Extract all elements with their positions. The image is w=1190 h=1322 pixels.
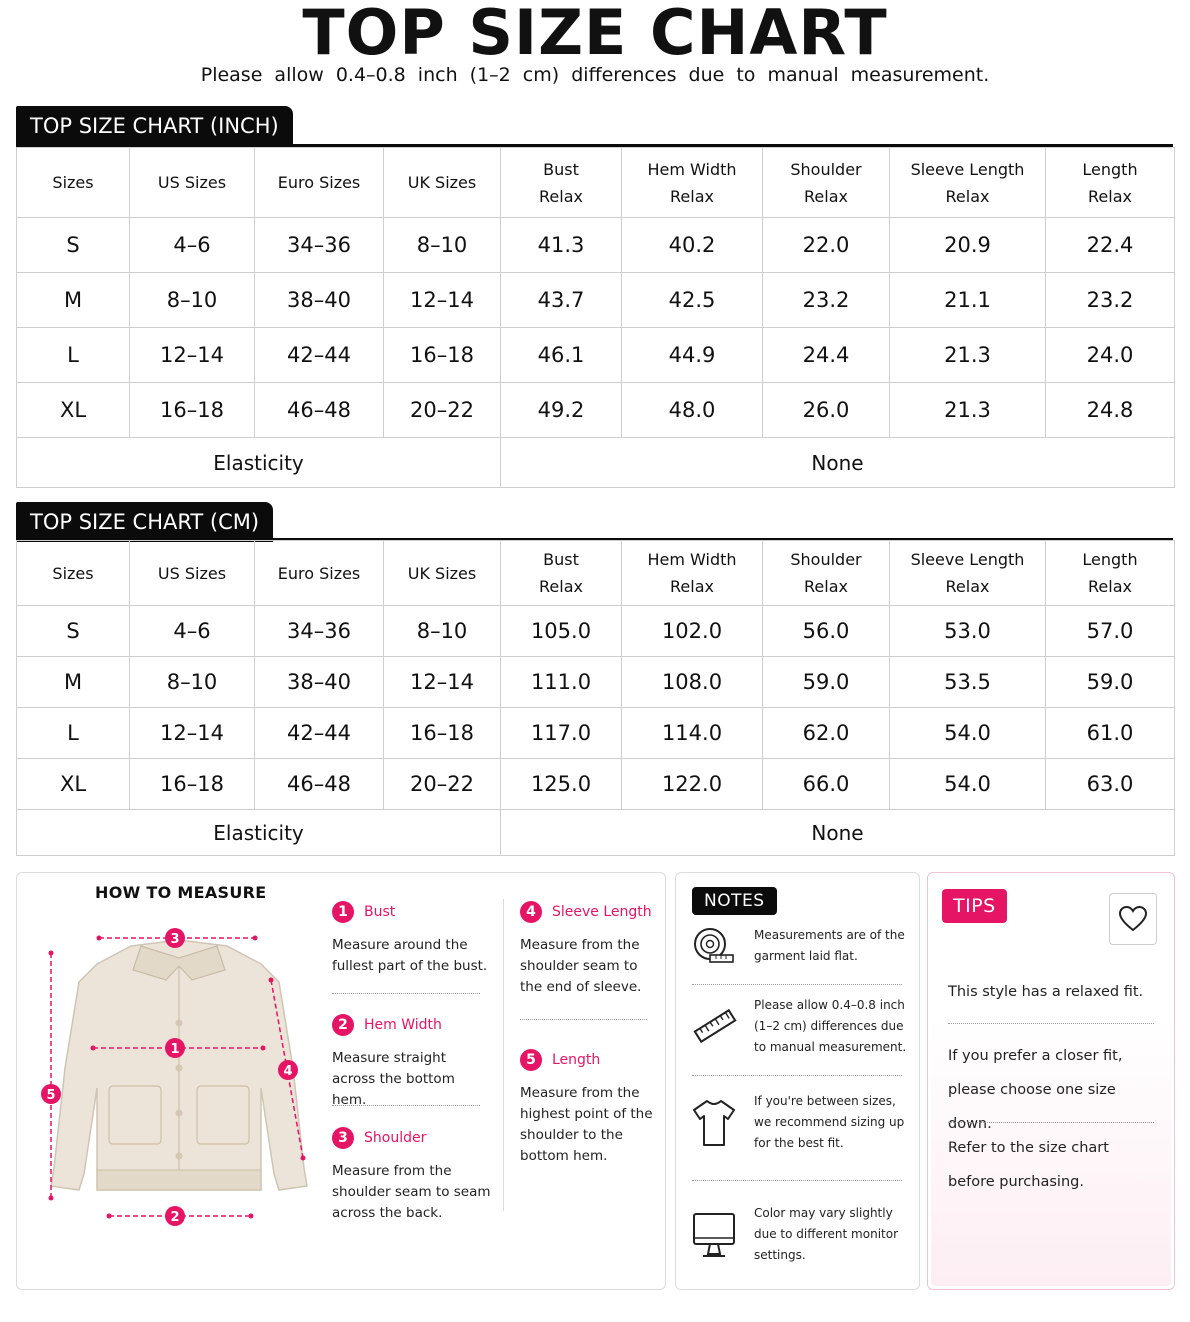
table-cell: M bbox=[17, 657, 130, 708]
svg-text:2: 2 bbox=[170, 1210, 180, 1225]
table-cell: 24.8 bbox=[1046, 383, 1175, 438]
table-cell: 56.0 bbox=[763, 606, 890, 657]
column-header bbox=[1046, 541, 1175, 606]
step-divider bbox=[332, 1105, 480, 1106]
cm-size-table bbox=[16, 540, 1175, 856]
column-header-sublabel: Relax bbox=[539, 186, 583, 206]
step-name: Bust bbox=[364, 904, 396, 920]
heart-icon bbox=[1109, 893, 1157, 945]
svg-text:5: 5 bbox=[46, 1088, 56, 1103]
note-text: Please allow 0.4–0.8 inch (1–2 cm) differences due to manual measurement. bbox=[754, 998, 907, 1054]
column-header-label: US Sizes bbox=[157, 173, 227, 192]
step-length bbox=[520, 1049, 660, 1167]
table-cell: 21.3 bbox=[890, 383, 1046, 438]
tip-relaxed-fit: This style has a relaxed fit. bbox=[948, 984, 1144, 1000]
tip-refer-chart: Refer to the size chart before purchasing. bbox=[948, 1140, 1109, 1190]
table-cell: 12–14 bbox=[384, 657, 501, 708]
table-cell: 34–36 bbox=[255, 218, 384, 273]
column-header bbox=[622, 541, 763, 606]
table-cell: 21.1 bbox=[890, 273, 1046, 328]
table-cell: 38–40 bbox=[255, 657, 384, 708]
table-cell: 4–6 bbox=[130, 606, 255, 657]
table-cell: L bbox=[17, 328, 130, 383]
table-row bbox=[17, 606, 1175, 657]
table-cell: L bbox=[17, 708, 130, 759]
column-header bbox=[763, 148, 890, 218]
cm-header-row bbox=[17, 541, 1175, 606]
note-text: Measurements are of the garment laid flat. bbox=[754, 928, 905, 963]
column-header bbox=[501, 541, 622, 606]
column-header-label: Euro Sizes bbox=[277, 173, 361, 192]
table-cell: 66.0 bbox=[763, 759, 890, 810]
table-cell: 16–18 bbox=[384, 708, 501, 759]
table-cell: 8–10 bbox=[384, 606, 501, 657]
table-cell: 8–10 bbox=[130, 657, 255, 708]
inch-table-tab: TOP SIZE CHART (INCH) bbox=[16, 106, 293, 146]
table-cell: 40.2 bbox=[622, 218, 763, 273]
column-header bbox=[384, 541, 501, 606]
svg-text:4: 4 bbox=[283, 1064, 293, 1079]
table-cell: 38–40 bbox=[255, 273, 384, 328]
table-cell: 21.3 bbox=[890, 328, 1046, 383]
elasticity-value: None bbox=[501, 810, 1175, 856]
step-hem-width bbox=[332, 1014, 492, 1111]
table-cell: 117.0 bbox=[501, 708, 622, 759]
table-cell: 62.0 bbox=[763, 708, 890, 759]
column-header bbox=[763, 541, 890, 606]
column-header-label: Hem Width bbox=[647, 550, 737, 569]
note-divider bbox=[692, 1075, 902, 1076]
elasticity-row bbox=[17, 810, 1175, 856]
column-header-sublabel: Relax bbox=[945, 577, 990, 596]
tip-divider bbox=[948, 1122, 1154, 1123]
table-cell: XL bbox=[17, 759, 130, 810]
step-name: Sleeve Length bbox=[552, 904, 652, 920]
ruler-icon bbox=[690, 1006, 738, 1048]
column-header bbox=[17, 148, 130, 218]
column-header-sublabel: Relax bbox=[1088, 186, 1132, 206]
table-cell: 61.0 bbox=[1046, 708, 1175, 759]
elasticity-value: None bbox=[501, 438, 1175, 488]
step-number: 1 bbox=[332, 901, 354, 923]
step-divider bbox=[520, 1019, 647, 1020]
table-cell: 22.0 bbox=[763, 218, 890, 273]
column-header-label: Hem Width bbox=[647, 159, 737, 179]
table-row bbox=[17, 708, 1175, 759]
step-number: 2 bbox=[332, 1014, 354, 1036]
inch-header-row bbox=[17, 148, 1175, 218]
column-header-label: Sizes bbox=[52, 563, 94, 583]
table-cell: 102.0 bbox=[622, 606, 763, 657]
table-cell: XL bbox=[17, 383, 130, 438]
note-item bbox=[690, 925, 910, 967]
table-cell: 53.0 bbox=[890, 606, 1046, 657]
table-cell: 20–22 bbox=[384, 759, 501, 810]
table-cell: 8–10 bbox=[130, 273, 255, 328]
column-header-label: Bust bbox=[543, 159, 579, 179]
table-cell: 42.5 bbox=[622, 273, 763, 328]
step-text: Measure from the shoulder seam to seam across the back. bbox=[332, 1163, 491, 1221]
note-item bbox=[690, 1091, 910, 1154]
table-row bbox=[17, 657, 1175, 708]
step-number: 4 bbox=[520, 901, 542, 923]
column-header bbox=[17, 541, 130, 606]
table-cell: S bbox=[17, 218, 130, 273]
column-header bbox=[622, 148, 763, 218]
table-cell: 12–14 bbox=[384, 273, 501, 328]
table-cell: 4–6 bbox=[130, 218, 255, 273]
table-cell: 44.9 bbox=[622, 328, 763, 383]
note-divider bbox=[692, 1180, 902, 1181]
column-header-label: Shoulder bbox=[790, 550, 862, 569]
step-name: Length bbox=[552, 1052, 601, 1068]
table-cell: 22.4 bbox=[1046, 218, 1175, 273]
column-header-sublabel: Relax bbox=[945, 186, 990, 206]
column-header bbox=[130, 541, 255, 606]
table-cell: 114.0 bbox=[622, 708, 763, 759]
note-text: Color may vary slightly due to different monitor settings. bbox=[754, 1206, 899, 1262]
table-cell: M bbox=[17, 273, 130, 328]
how-to-measure-panel bbox=[16, 872, 666, 1290]
elasticity-label: Elasticity bbox=[17, 438, 501, 488]
table-cell: 54.0 bbox=[890, 759, 1046, 810]
table-cell: 48.0 bbox=[622, 383, 763, 438]
step-divider bbox=[332, 993, 480, 994]
table-cell: 46–48 bbox=[255, 383, 384, 438]
step-name: Shoulder bbox=[364, 1130, 427, 1146]
step-text: Measure straight across the bottom hem. bbox=[332, 1050, 455, 1108]
elasticity-label: Elasticity bbox=[17, 810, 501, 856]
table-cell: 46.1 bbox=[501, 328, 622, 383]
column-header-label: Sleeve Length bbox=[910, 550, 1025, 569]
tips-panel bbox=[927, 872, 1175, 1290]
elasticity-row bbox=[17, 438, 1175, 488]
column-header bbox=[890, 541, 1046, 606]
table-cell: 105.0 bbox=[501, 606, 622, 657]
table-cell: 42–44 bbox=[255, 328, 384, 383]
note-item bbox=[690, 995, 910, 1058]
column-header bbox=[130, 148, 255, 218]
step-sleeve-length bbox=[520, 901, 660, 998]
table-cell: 49.2 bbox=[501, 383, 622, 438]
column-header bbox=[501, 148, 622, 218]
table-row bbox=[17, 383, 1175, 438]
tips-title: TIPS bbox=[942, 889, 1007, 923]
table-row bbox=[17, 759, 1175, 810]
svg-text:3: 3 bbox=[170, 932, 180, 947]
table-cell: 57.0 bbox=[1046, 606, 1175, 657]
table-cell: 63.0 bbox=[1046, 759, 1175, 810]
tip-closer-fit: If you prefer a closer fit, please choose one size down. bbox=[948, 1048, 1123, 1132]
table-cell: 54.0 bbox=[890, 708, 1046, 759]
steps-column-divider bbox=[503, 899, 504, 1211]
table-row bbox=[17, 218, 1175, 273]
note-text: If you're between sizes, we recommend sizing up for the best fit. bbox=[754, 1094, 905, 1150]
step-text: Measure from the shoulder seam to the end of sleeve. bbox=[520, 937, 642, 995]
svg-text:1: 1 bbox=[170, 1042, 180, 1057]
step-number: 3 bbox=[332, 1127, 354, 1149]
column-header-label: Shoulder bbox=[790, 159, 862, 179]
table-cell: 24.4 bbox=[763, 328, 890, 383]
table-cell: 16–18 bbox=[130, 759, 255, 810]
step-bust bbox=[332, 901, 492, 977]
step-text: Measure around the fullest part of the bust. bbox=[332, 937, 488, 974]
column-header-sublabel: Relax bbox=[804, 577, 848, 596]
table-cell: 12–14 bbox=[130, 328, 255, 383]
table-row bbox=[17, 328, 1175, 383]
column-header bbox=[1046, 148, 1175, 218]
column-header-label: UK Sizes bbox=[407, 563, 477, 583]
table-cell: 43.7 bbox=[501, 273, 622, 328]
notes-title: NOTES bbox=[692, 887, 777, 915]
table-cell: 108.0 bbox=[622, 657, 763, 708]
table-row bbox=[17, 273, 1175, 328]
table-cell: S bbox=[17, 606, 130, 657]
table-cell: 8–10 bbox=[384, 218, 501, 273]
note-divider bbox=[692, 984, 902, 985]
table-cell: 122.0 bbox=[622, 759, 763, 810]
table-cell: 41.3 bbox=[501, 218, 622, 273]
table-cell: 20–22 bbox=[384, 383, 501, 438]
step-name: Hem Width bbox=[364, 1017, 442, 1033]
inch-size-table bbox=[16, 147, 1175, 488]
tip-divider bbox=[948, 1023, 1154, 1024]
column-header-label: Sizes bbox=[52, 173, 94, 192]
table-cell: 16–18 bbox=[384, 328, 501, 383]
jacket-illustration bbox=[29, 918, 319, 1248]
table-cell: 23.2 bbox=[763, 273, 890, 328]
table-cell: 34–36 bbox=[255, 606, 384, 657]
table-cell: 125.0 bbox=[501, 759, 622, 810]
monitor-icon bbox=[690, 1211, 738, 1259]
tape-measure-icon bbox=[690, 926, 738, 966]
table-cell: 12–14 bbox=[130, 708, 255, 759]
column-header bbox=[255, 541, 384, 606]
table-cell: 24.0 bbox=[1046, 328, 1175, 383]
column-header bbox=[384, 148, 501, 218]
table-cell: 46–48 bbox=[255, 759, 384, 810]
note-item bbox=[690, 1203, 910, 1266]
column-header-sublabel: Relax bbox=[670, 186, 714, 206]
table-cell: 42–44 bbox=[255, 708, 384, 759]
table-cell: 53.5 bbox=[890, 657, 1046, 708]
page-title: TOP SIZE CHART bbox=[302, 0, 888, 69]
table-cell: 20.9 bbox=[890, 218, 1046, 273]
column-header-label: Bust bbox=[543, 550, 579, 569]
tshirt-icon bbox=[690, 1098, 738, 1148]
cm-table-tab: TOP SIZE CHART (CM) bbox=[16, 502, 273, 542]
column-header bbox=[255, 148, 384, 218]
column-header-sublabel: Relax bbox=[539, 577, 583, 596]
table-cell: 111.0 bbox=[501, 657, 622, 708]
column-header-label: Length bbox=[1082, 159, 1138, 179]
column-header-label: Length bbox=[1082, 550, 1138, 569]
step-shoulder bbox=[332, 1127, 492, 1224]
how-to-measure-title: HOW TO MEASURE bbox=[95, 883, 267, 902]
column-header-label: US Sizes bbox=[157, 563, 227, 583]
column-header-sublabel: Relax bbox=[1088, 577, 1132, 596]
table-cell: 59.0 bbox=[763, 657, 890, 708]
step-number: 5 bbox=[520, 1049, 542, 1071]
column-header-sublabel: Relax bbox=[804, 186, 848, 206]
column-header bbox=[890, 148, 1046, 218]
table-cell: 59.0 bbox=[1046, 657, 1175, 708]
step-text: Measure from the highest point of the shoulder to the bottom hem. bbox=[520, 1085, 653, 1164]
column-header-label: Sleeve Length bbox=[910, 159, 1025, 179]
table-cell: 26.0 bbox=[763, 383, 890, 438]
column-header-label: Euro Sizes bbox=[277, 563, 361, 583]
table-cell: 23.2 bbox=[1046, 273, 1175, 328]
page-subtitle: Please allow 0.4–0.8 inch (1–2 cm) differences due to manual measurement. bbox=[200, 64, 990, 86]
column-header-sublabel: Relax bbox=[670, 577, 714, 596]
notes-panel bbox=[675, 872, 920, 1290]
column-header-label: UK Sizes bbox=[407, 173, 477, 192]
table-cell: 16–18 bbox=[130, 383, 255, 438]
